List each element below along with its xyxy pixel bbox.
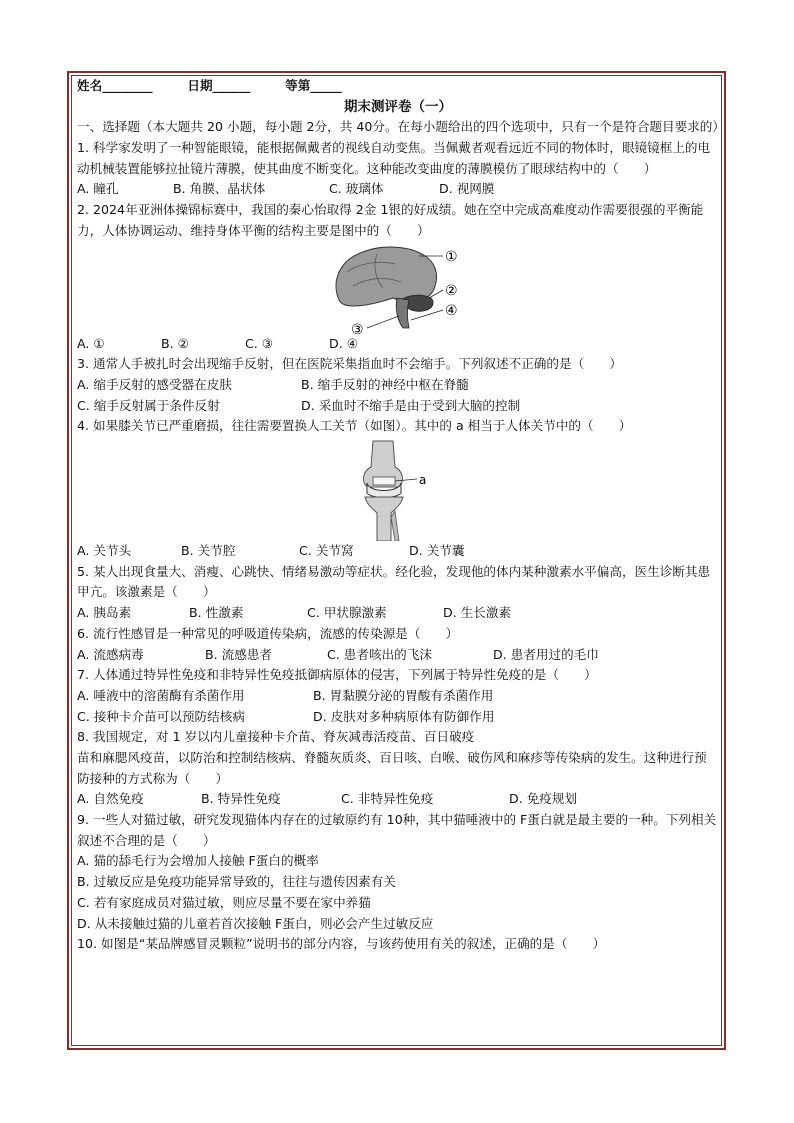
question-2-options (77, 334, 719, 355)
question-10-stem: 10. 如图是“某品牌感冒灵颗粒”说明书的部分内容，与该药使用有关的叙述，正确的是（ ） (77, 936, 606, 952)
question-3-stem: 3. 通常人手被扎时会出现缩手反射，但在医院采集指血时不会缩手。下列叙述不正确的是（ ） (77, 356, 622, 372)
option-a: A. 流感病毒 (77, 646, 144, 662)
name-field: 姓名________ (77, 78, 153, 93)
section-instructions: 一、选择题（本大题共 20 小题，每小题 2分，共 40分。在每小题给出的四个选项中，只有一个是符合题目要求的） (77, 119, 725, 135)
option-b: B. 关节腔 (181, 543, 236, 559)
option-d: D. 患者用过的毛巾 (493, 646, 599, 662)
student-info-row (77, 76, 719, 97)
option-c: C. ③ (245, 335, 274, 351)
question-9-option-d: D. 从未接触过猫的儿童若首次接触 F蛋白，则必会产生过敏反应 (77, 915, 434, 931)
option-c: C. 患者咳出的飞沫 (327, 646, 432, 662)
exam-title: 期末测评卷（一） (344, 98, 452, 115)
option-c: C. 缩手反射属于条件反射 (77, 397, 220, 413)
knee-joint-diagram (77, 437, 719, 541)
option-d: D. 免疫规划 (509, 791, 578, 807)
option-c: C. 甲状腺激素 (307, 605, 387, 621)
option-b: B. 特异性免疫 (201, 791, 281, 807)
brain-diagram (77, 242, 719, 334)
question-9-option-b: B. 过敏反应是免疫功能异常导致的，往往与遗传因素有关 (77, 874, 396, 890)
option-b: B. ② (161, 335, 189, 351)
exam-content (77, 76, 725, 955)
option-c: C. 玻璃体 (329, 181, 384, 197)
question-7-options-ab (77, 686, 719, 707)
option-b: B. 角膜、晶状体 (173, 181, 266, 197)
question-1-options (77, 179, 719, 200)
question-3-options-ab (77, 375, 719, 396)
option-d: D. ④ (329, 335, 358, 351)
brain-label-2: ② (445, 282, 458, 299)
question-4-options (77, 541, 719, 562)
question-7-stem: 7. 人体通过特异性免疫和非特异性免疫抵御病原体的侵害，下列属于特异性免疫的是（ ） (77, 667, 597, 683)
option-c: C. 关节窝 (299, 543, 354, 559)
question-1-stem: 1. 科学家发明了一种智能眼镜，能根据佩戴者的视线自动变焦。当佩戴者观看远近不同的物体时，眼镜镜框上的电动机械装置能够拉扯镜片薄膜，使其曲度不断变化。这种能改变曲度的薄膜模仿了眼球结构中的（ ） (77, 140, 711, 176)
brain-figure (77, 242, 719, 334)
question-7-options-cd (77, 707, 719, 728)
grade-field: 等第_____ (285, 78, 342, 93)
brain-label-3: ③ (351, 321, 364, 334)
question-2-stem: 2. 2024年亚洲体操锦标赛中，我国的秦心怡取得 2金 1银的好成绩。她在空中完成高难度动作需要很强的平衡能力，人体协调运动、维持身体平衡的结构主要是图中的（ ） (77, 202, 704, 238)
question-8-stem-line-1: 8. 我国规定，对 1 岁以内儿童接种卡介苗、脊灰减毒活疫苗、百日破疫 (77, 729, 475, 745)
option-a: A. 关节头 (77, 543, 132, 559)
question-5-stem: 5. 某人出现食量大、消瘦、心跳快、情绪易激动等症状。经化验，发现他的体内某种激素水平偏高，医生诊断其患甲亢。该激素是（ ） (77, 563, 711, 600)
option-a: A. 缩手反射的感受器在皮肤 (77, 376, 232, 392)
question-4-stem: 4. 如果膝关节已严重磨损，往往需要置换人工关节（如图）。其中的 a 相当于人体关节中的（ ） (77, 418, 632, 434)
option-b: B. 性激素 (189, 605, 244, 621)
question-9-option-a: A. 猫的舔毛行为会增加人接触 F蛋白的概率 (77, 853, 319, 869)
option-b: B. 流感患者 (205, 646, 273, 662)
question-9-option-c: C. 若有家庭成员对猫过敏，则应尽量不要在家中养猫 (77, 894, 371, 910)
knee-figure (77, 437, 719, 541)
option-b: B. 缩手反射的神经中枢在脊髓 (301, 376, 469, 392)
question-3-options-cd (77, 396, 719, 417)
question-9-stem: 9. 一些人对猫过敏，研究发现猫体内存在的过敏原约有 10种，其中猫唾液中的 F蛋白就是最主要的一种。下列相关叙述不合理的是（ ） (77, 812, 717, 848)
option-d: D. 皮肤对多种病原体有防御作用 (313, 708, 495, 724)
question-8-stem-line-2: 苗和麻腮风疫苗，以防治和控制结核病、脊髓灰质炎、百日咳、白喉、破伤风和麻疹等传染病的发生。这种进行预防接种的方式称为（ ） (77, 749, 707, 786)
option-d: D. 采血时不缩手是由于受到大脑的控制 (301, 397, 521, 413)
question-8-options (77, 789, 719, 810)
brain-label-4: ④ (445, 302, 458, 319)
brain-label-1: ① (445, 248, 458, 265)
option-a: A. 自然免疫 (77, 791, 144, 807)
option-d: D. 视网膜 (439, 181, 495, 197)
option-a: A. 唾液中的溶菌酶有杀菌作用 (77, 687, 245, 703)
date-field: 日期______ (187, 78, 251, 93)
option-c: C. 接种卡介苗可以预防结核病 (77, 708, 245, 724)
option-a: A. 瞳孔 (77, 181, 119, 197)
question-6-stem: 6. 流行性感冒是一种常见的呼吸道传染病，流感的传染源是（ ） (77, 625, 459, 641)
option-a: A. ① (77, 335, 105, 351)
option-a: A. 胰岛素 (77, 605, 132, 621)
option-b: B. 胃黏膜分泌的胃酸有杀菌作用 (313, 687, 494, 703)
knee-label-a: a (419, 473, 427, 488)
question-5-options (77, 603, 719, 624)
option-d: D. 关节囊 (409, 543, 465, 559)
option-d: D. 生长激素 (443, 605, 512, 621)
question-6-options (77, 645, 719, 666)
option-c: C. 非特异性免疫 (341, 791, 434, 807)
